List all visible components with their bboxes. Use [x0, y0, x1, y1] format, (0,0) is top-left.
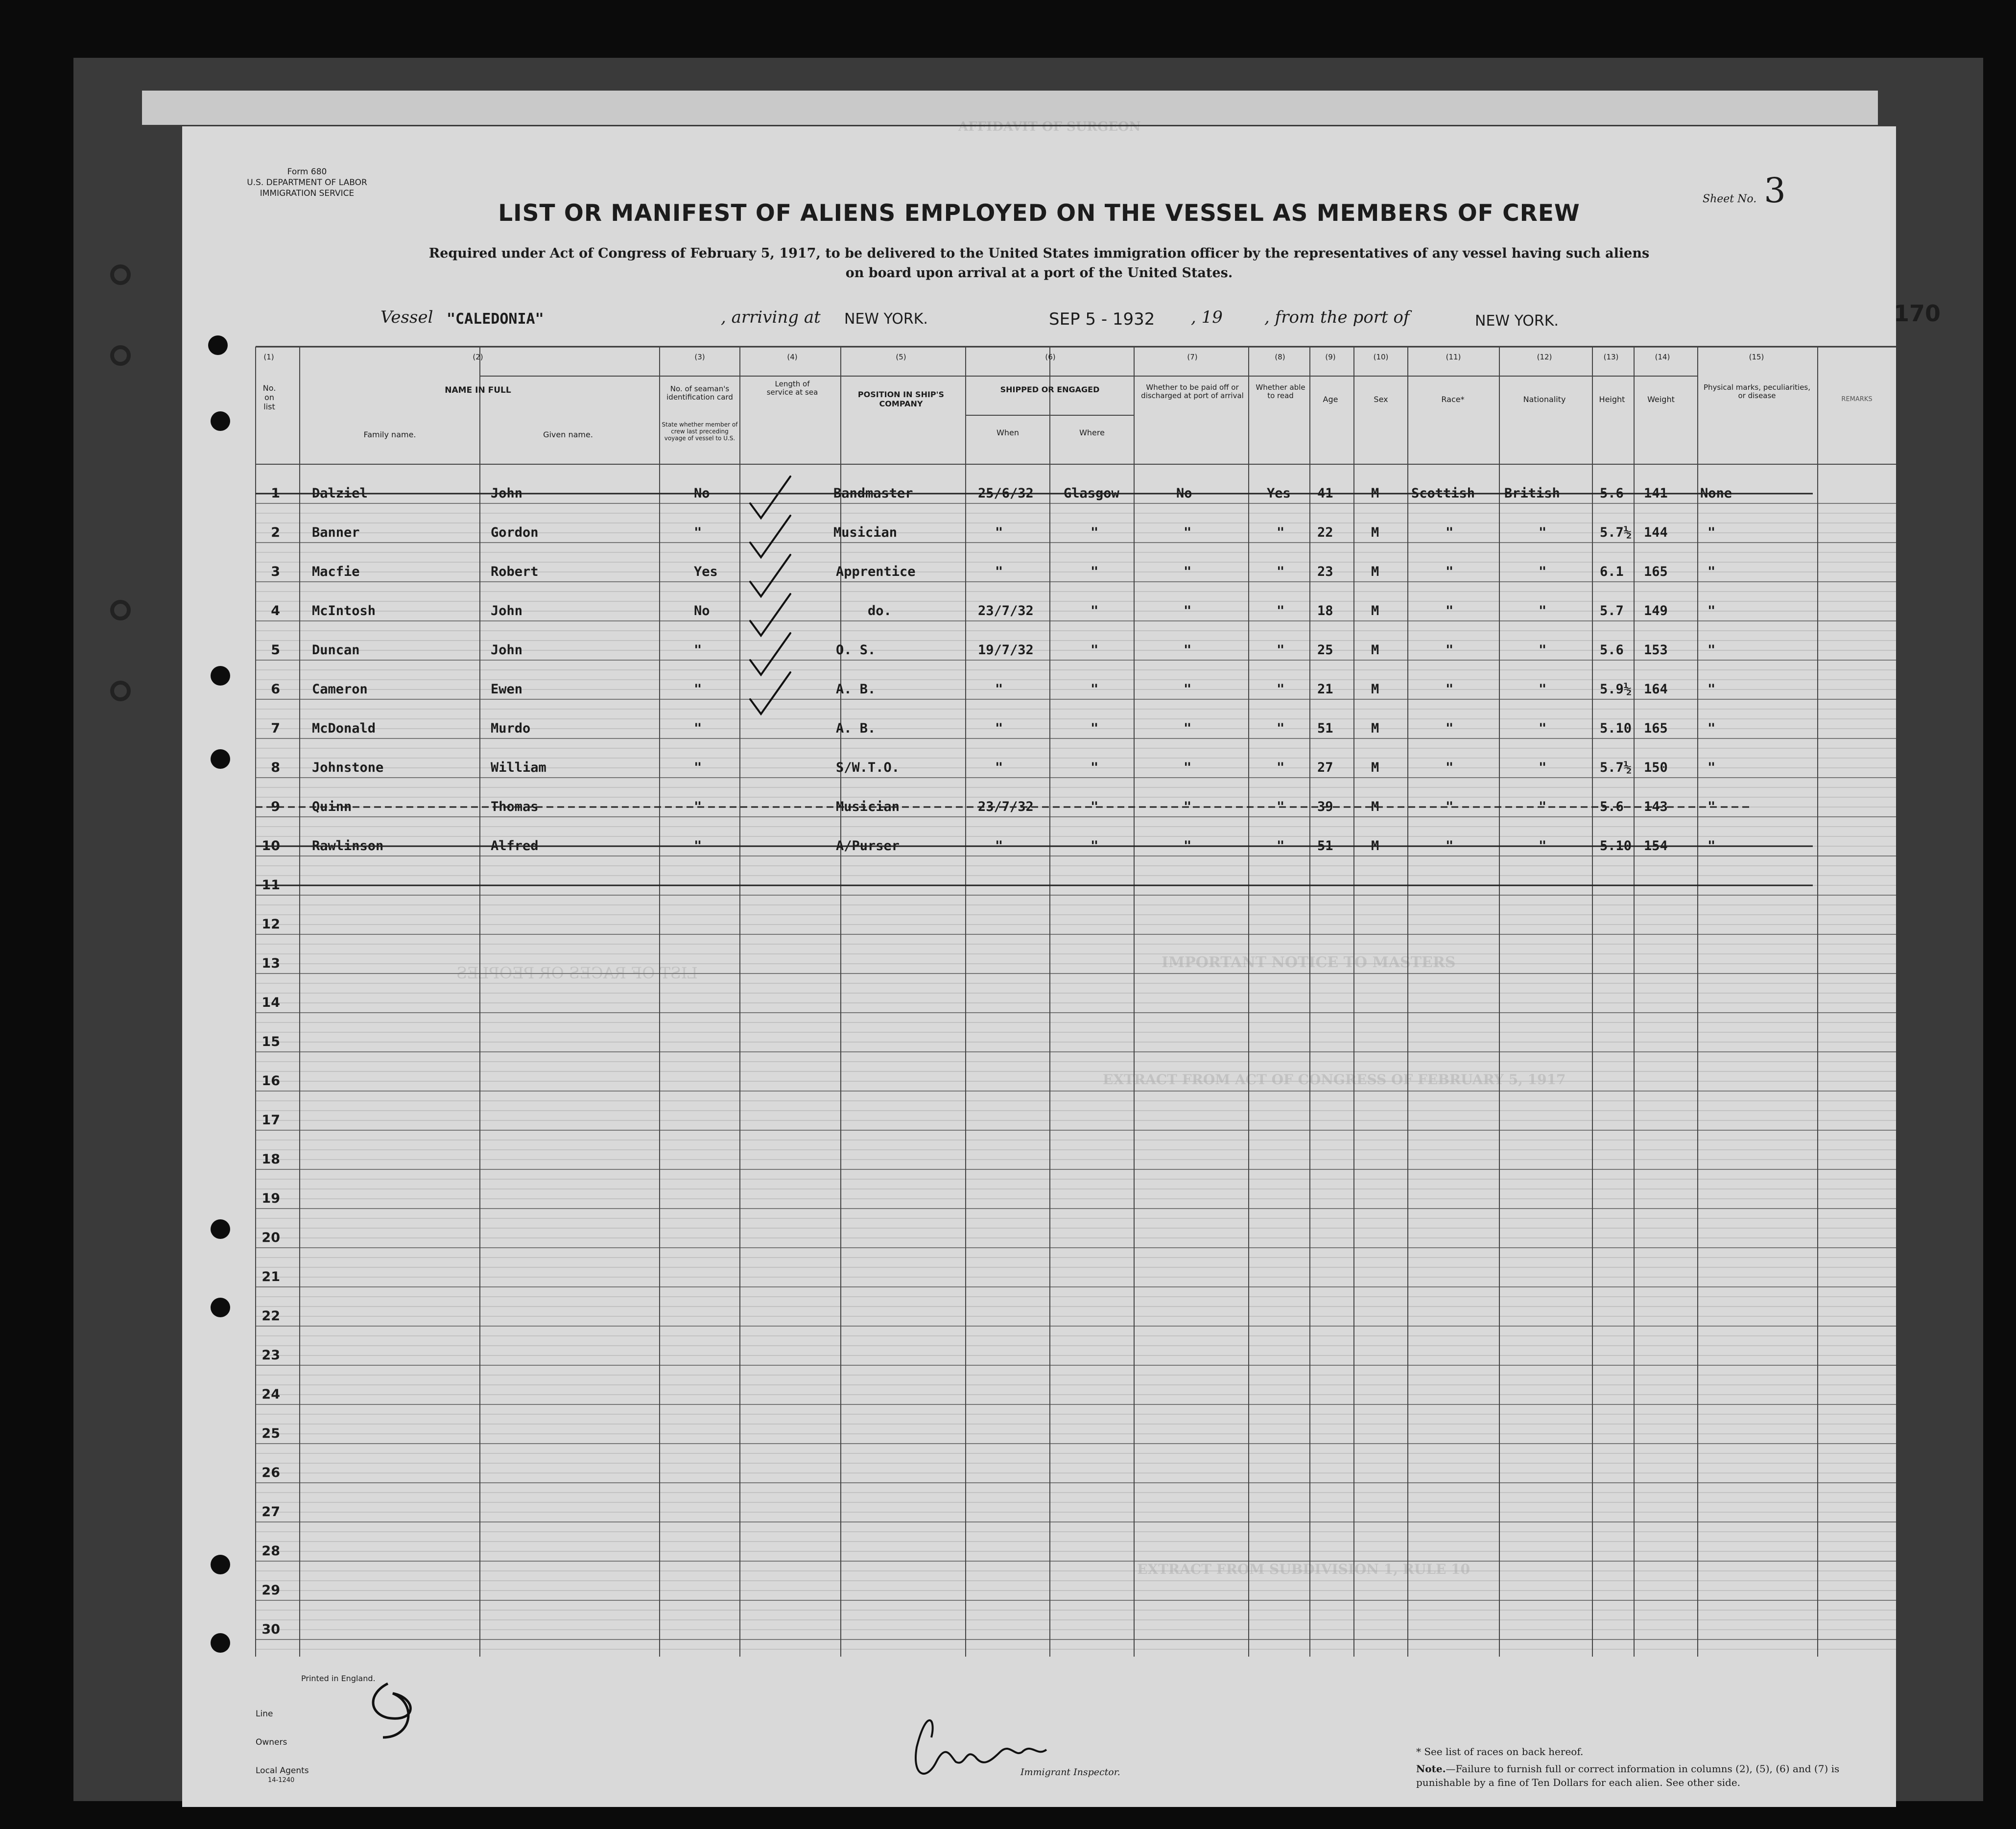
- position-cell: A. B.: [836, 682, 876, 697]
- punch-hole: [211, 1298, 230, 1317]
- races-footnote: * See list of races on back hereof.: [1416, 1746, 1584, 1758]
- sex-cell: M: [1371, 682, 1379, 697]
- column-number-9: (9): [1325, 353, 1336, 361]
- given-name-cell: Alfred: [491, 838, 539, 854]
- row-number: 27: [261, 1504, 280, 1520]
- weight-cell: 143: [1644, 799, 1668, 814]
- age-cell: 27: [1317, 760, 1333, 775]
- footer-line-label: Line: [256, 1709, 273, 1719]
- family-name-cell: Rawlinson: [312, 838, 384, 854]
- nationality-cell: ": [1539, 564, 1547, 579]
- seaman-id-cell: ": [694, 721, 702, 736]
- punch-hole: [110, 681, 131, 701]
- form-line-service: IMMIGRATION SERVICE: [260, 189, 355, 198]
- shipped-when-cell: ": [995, 721, 1003, 736]
- bleed-through-races: LIST OF RACES OR PEOPLES: [456, 964, 698, 982]
- family-name-cell: Johnstone: [312, 760, 384, 775]
- family-name-cell: Banner: [312, 525, 360, 540]
- header-height: Height: [1599, 395, 1625, 404]
- shipped-when-cell: ": [995, 525, 1003, 540]
- age-cell: 18: [1317, 603, 1333, 618]
- age-cell: 22: [1317, 525, 1333, 540]
- height-cell: 5.9½: [1600, 682, 1632, 697]
- header-weight: Weight: [1647, 395, 1675, 404]
- physical-marks-cell: ": [1708, 838, 1716, 854]
- shipped-where-cell: ": [1091, 838, 1099, 854]
- handwritten-initial-icon: [373, 1684, 410, 1737]
- weight-cell: 149: [1644, 603, 1668, 618]
- arrival-date-stamp: SEP 5 - 1932: [1049, 309, 1155, 329]
- vessel-label: Vessel: [380, 308, 433, 327]
- paid-off-cell: ": [1184, 799, 1192, 814]
- column-number-12: (12): [1537, 353, 1552, 361]
- family-name-cell: Macfie: [312, 564, 360, 579]
- shipped-where-cell: ": [1091, 642, 1099, 658]
- weight-cell: 150: [1644, 760, 1668, 775]
- column-number-1: (1): [263, 353, 274, 361]
- shipped-when-cell: 23/7/32: [978, 603, 1034, 618]
- family-name-cell: McIntosh: [312, 603, 376, 618]
- header-family-name: Family name.: [363, 430, 416, 439]
- nationality-cell: ": [1539, 760, 1547, 775]
- page-title: LIST OR MANIFEST OF ALIENS EMPLOYED ON THE VESSEL AS MEMBERS OF CREW: [498, 200, 1580, 227]
- penalty-note: [1416, 1762, 1896, 1789]
- row-number: 4: [271, 603, 280, 618]
- height-cell: 5.7½: [1600, 760, 1632, 775]
- able-to-read-cell: Yes: [1267, 486, 1291, 501]
- sex-cell: M: [1371, 799, 1379, 814]
- shipped-when-cell: ": [995, 682, 1003, 697]
- physical-marks-cell: ": [1708, 799, 1716, 814]
- header-where: Where: [1079, 428, 1105, 437]
- sex-cell: M: [1371, 721, 1379, 736]
- header-length-of-service: Length of service at sea: [766, 380, 818, 397]
- paid-off-cell: ": [1184, 642, 1192, 658]
- seaman-id-cell: ": [694, 838, 702, 854]
- bleed-through-extract2: EXTRACT FROM SUBDIVISION 1, RULE 10: [1137, 1561, 1470, 1577]
- penalty-note-text: —Failure to furnish full or correct information in columns (2), (5), (6) and (7) is punishable by a fine of Ten Dollars for each alien. See other side.: [1416, 1763, 1840, 1788]
- header-given-name: Given name.: [543, 430, 593, 439]
- age-cell: 41: [1317, 486, 1333, 501]
- row-number: 19: [261, 1191, 280, 1206]
- able-to-read-cell: ": [1277, 721, 1285, 736]
- nationality-cell: ": [1539, 799, 1547, 814]
- shipped-where-cell: ": [1091, 799, 1099, 814]
- position-cell: Apprentice: [836, 564, 916, 579]
- row-number: 1: [271, 486, 280, 501]
- shipped-where-cell: ": [1091, 721, 1099, 736]
- physical-marks-cell: ": [1708, 642, 1716, 658]
- shipped-where-cell: ": [1091, 760, 1099, 775]
- physical-marks-cell: None: [1700, 486, 1732, 501]
- paid-off-cell: ": [1184, 682, 1192, 697]
- sex-cell: M: [1371, 838, 1379, 854]
- footer-owners-label: Owners: [256, 1737, 287, 1747]
- header-race: Race*: [1441, 395, 1465, 404]
- punch-hole: [110, 600, 131, 620]
- weight-cell: 154: [1644, 838, 1668, 854]
- shipped-where-cell: ": [1091, 564, 1099, 579]
- column-number-8: (8): [1275, 353, 1285, 361]
- punch-hole: [211, 1219, 230, 1239]
- seaman-id-cell: ": [694, 682, 702, 697]
- header-sex: Sex: [1374, 395, 1388, 404]
- column-number-4: (4): [787, 353, 798, 361]
- seaman-id-cell: Yes: [694, 564, 718, 579]
- row-number: 29: [261, 1583, 280, 1598]
- column-number-5: (5): [896, 353, 906, 361]
- weight-cell: 153: [1644, 642, 1668, 658]
- nationality-cell: ": [1539, 682, 1547, 697]
- physical-marks-cell: ": [1708, 564, 1716, 579]
- sheet-number-label: Sheet No.: [1703, 193, 1757, 205]
- header-seaman-id-note: State whether member of crew last preceding voyage of vessel to U.S.: [662, 421, 738, 442]
- row-number: 20: [261, 1230, 280, 1245]
- able-to-read-cell: ": [1277, 799, 1285, 814]
- nationality-cell: British: [1504, 486, 1560, 501]
- seaman-id-cell: ": [694, 760, 702, 775]
- row-number: 9: [271, 799, 280, 814]
- height-cell: 6.1: [1600, 564, 1624, 579]
- given-name-cell: Thomas: [491, 799, 539, 814]
- manifest-sheet: [182, 119, 1941, 1807]
- shipped-when-cell: ": [995, 760, 1003, 775]
- subtitle-line-1: Required under Act of Congress of February 5, 1917, to be delivered to the United States immigration officer by the representatives of any vessel having such aliens: [428, 246, 1650, 261]
- age-cell: 51: [1317, 721, 1333, 736]
- able-to-read-cell: ": [1277, 603, 1285, 618]
- column-number-7: (7): [1187, 353, 1198, 361]
- row-number: 7: [271, 721, 280, 736]
- penalty-note-label: Note.: [1416, 1763, 1446, 1775]
- shipped-when-cell: 19/7/32: [978, 642, 1034, 658]
- column-number-11: (11): [1446, 353, 1461, 361]
- header-physical-marks: Physical marks, peculiarities, or disease: [1703, 383, 1811, 400]
- race-cell: ": [1446, 721, 1454, 736]
- physical-marks-cell: ": [1708, 525, 1716, 540]
- race-cell: ": [1446, 603, 1454, 618]
- row-number: 18: [261, 1152, 280, 1167]
- nationality-cell: ": [1539, 525, 1547, 540]
- row-number: 28: [261, 1544, 280, 1559]
- punch-hole: [211, 666, 230, 686]
- nationality-cell: ": [1539, 838, 1547, 854]
- paid-off-cell: No: [1176, 486, 1192, 501]
- shipped-when-cell: ": [995, 838, 1003, 854]
- paid-off-cell: ": [1184, 525, 1192, 540]
- family-name-cell: Dalziel: [312, 486, 368, 501]
- race-cell: ": [1446, 799, 1454, 814]
- shipped-where-cell: Glasgow: [1064, 486, 1119, 501]
- bleed-through-notice: IMPORTANT NOTICE TO MASTERS: [1162, 954, 1456, 971]
- row-number: 26: [261, 1465, 280, 1480]
- arriving-label: , arriving at: [721, 308, 821, 327]
- paid-off-cell: ": [1184, 603, 1192, 618]
- shipped-where-cell: ": [1091, 682, 1099, 697]
- header-no-on-list: No. on list: [262, 383, 276, 411]
- punch-hole: [110, 264, 131, 285]
- row-number: 24: [261, 1387, 280, 1402]
- given-name-cell: John: [491, 642, 523, 658]
- physical-marks-cell: ": [1708, 760, 1716, 775]
- row-number: 14: [261, 995, 280, 1010]
- weight-cell: 165: [1644, 564, 1668, 579]
- subtitle-line-2: on board upon arrival at a port of the United States.: [845, 265, 1233, 281]
- row-number: 10: [261, 838, 280, 854]
- column-number-2: (2): [473, 353, 483, 361]
- column-number-10: (10): [1373, 353, 1389, 361]
- vessel-name: "CALEDONIA": [447, 310, 544, 328]
- position-cell: A. B.: [836, 721, 876, 736]
- sex-cell: M: [1371, 642, 1379, 658]
- checkmark-icon: [750, 476, 790, 714]
- immigrant-inspector-label: Immigrant Inspector.: [1020, 1767, 1120, 1778]
- bleed-through-top: AFFIDAVIT OF SURGEON: [958, 119, 1141, 134]
- position-cell: S/W.T.O.: [836, 760, 900, 775]
- height-cell: 5.6: [1600, 642, 1624, 658]
- physical-marks-cell: ": [1708, 682, 1716, 697]
- document-number: 170: [1894, 300, 1941, 327]
- physical-marks-cell: ": [1708, 603, 1716, 618]
- header-position: POSITION IN SHIP'S COMPANY: [857, 390, 945, 408]
- weight-cell: 141: [1644, 486, 1668, 501]
- family-name-cell: Duncan: [312, 642, 360, 658]
- age-cell: 23: [1317, 564, 1333, 579]
- row-number: 23: [261, 1348, 280, 1363]
- paid-off-cell: ": [1184, 760, 1192, 775]
- race-cell: ": [1446, 760, 1454, 775]
- nationality-cell: ": [1539, 642, 1547, 658]
- strike-through-lines: [256, 494, 1813, 885]
- height-cell: 5.6: [1600, 799, 1624, 814]
- header-paid-off: Whether to be paid off or discharged at port of arrival: [1141, 383, 1244, 400]
- sex-cell: M: [1371, 760, 1379, 775]
- bleed-through-extract1: EXTRACT FROM ACT OF CONGRESS OF FEBRUARY 5, 1917: [1103, 1071, 1566, 1088]
- row-number: 17: [261, 1113, 280, 1128]
- inspector-signature-icon: [916, 1720, 1046, 1774]
- height-cell: 5.7½: [1600, 525, 1632, 540]
- paid-off-cell: ": [1184, 721, 1192, 736]
- row-number: 3: [271, 564, 280, 579]
- row-number: 6: [271, 682, 280, 697]
- punch-hole: [211, 1555, 230, 1574]
- family-name-cell: Quinn: [312, 799, 352, 814]
- weight-cell: 164: [1644, 682, 1668, 697]
- sex-cell: M: [1371, 486, 1379, 501]
- weight-cell: 144: [1644, 525, 1668, 540]
- physical-marks-cell: ": [1708, 721, 1716, 736]
- header-when: When: [996, 428, 1019, 437]
- seaman-id-cell: ": [694, 642, 702, 658]
- given-name-cell: William: [491, 760, 546, 775]
- punch-hole: [211, 749, 230, 769]
- column-number-6: (6): [1045, 353, 1056, 361]
- row-number: 12: [261, 917, 280, 932]
- punch-hole: [211, 411, 230, 431]
- sex-cell: M: [1371, 564, 1379, 579]
- punch-hole: [110, 345, 131, 366]
- able-to-read-cell: ": [1277, 642, 1285, 658]
- given-name-cell: John: [491, 486, 523, 501]
- row-number: 8: [271, 760, 280, 775]
- header-name-in-full: NAME IN FULL: [445, 385, 511, 395]
- position-cell: A/Purser: [836, 838, 900, 854]
- sex-cell: M: [1371, 525, 1379, 540]
- seaman-id-cell: No: [694, 603, 710, 618]
- race-cell: Scottish: [1411, 486, 1475, 501]
- position-cell: do.: [868, 603, 892, 618]
- row-number: 5: [271, 642, 280, 658]
- header-able-to-read: Whether able to read: [1256, 383, 1305, 400]
- column-number-14: (14): [1655, 353, 1670, 361]
- family-name-cell: McDonald: [312, 721, 376, 736]
- given-name-cell: Robert: [491, 564, 539, 579]
- row-number: 2: [271, 525, 280, 540]
- row-number: 11: [261, 878, 280, 893]
- header-remarks: REMARKS: [1841, 396, 1873, 403]
- seaman-id-cell: ": [694, 799, 702, 814]
- age-cell: 21: [1317, 682, 1333, 697]
- punch-hole: [211, 1633, 230, 1653]
- shipped-where-cell: ": [1091, 525, 1099, 540]
- age-cell: 39: [1317, 799, 1333, 814]
- paid-off-cell: ": [1184, 564, 1192, 579]
- column-number-15: (15): [1749, 353, 1764, 361]
- row-number: 15: [261, 1034, 280, 1049]
- shipped-when-cell: 23/7/32: [978, 799, 1034, 814]
- column-number-13: (13): [1603, 353, 1619, 361]
- position-cell: Bandmaster: [833, 486, 913, 501]
- shipped-where-cell: ": [1091, 603, 1099, 618]
- form-line-number: Form 680: [287, 167, 327, 177]
- header-shipped-or-engaged: SHIPPED OR ENGAGED: [1000, 385, 1100, 394]
- handwritten-marks: [182, 126, 1896, 1807]
- weight-cell: 165: [1644, 721, 1668, 736]
- row-number: 13: [261, 956, 280, 971]
- nationality-cell: ": [1539, 603, 1547, 618]
- from-port-label: , from the port of: [1264, 308, 1410, 327]
- header-age: Age: [1323, 395, 1338, 404]
- row-number: 16: [261, 1073, 280, 1089]
- printed-in-england: Printed in England.: [301, 1674, 376, 1683]
- seaman-id-cell: No: [694, 486, 710, 501]
- race-cell: ": [1446, 525, 1454, 540]
- race-cell: ": [1446, 564, 1454, 579]
- header-seaman-id: No. of seaman's identification card: [666, 384, 733, 402]
- paid-off-cell: ": [1184, 838, 1192, 854]
- arriving-port: NEW YORK.: [844, 310, 928, 328]
- able-to-read-cell: ": [1277, 525, 1285, 540]
- given-name-cell: John: [491, 603, 523, 618]
- position-cell: Musician: [836, 799, 900, 814]
- column-number-3: (3): [694, 353, 705, 361]
- height-cell: 5.10: [1600, 721, 1632, 736]
- able-to-read-cell: ": [1277, 760, 1285, 775]
- position-cell: Musician: [833, 525, 898, 540]
- shipped-when-cell: ": [995, 564, 1003, 579]
- row-number: 21: [261, 1269, 280, 1284]
- able-to-read-cell: ": [1277, 838, 1285, 854]
- given-name-cell: Murdo: [491, 721, 531, 736]
- height-cell: 5.10: [1600, 838, 1632, 854]
- row-number: 25: [261, 1426, 280, 1441]
- height-cell: 5.7: [1600, 603, 1624, 618]
- position-cell: O. S.: [836, 642, 876, 658]
- family-name-cell: Cameron: [312, 682, 368, 697]
- row-number: 30: [261, 1622, 280, 1637]
- header-nationality: Nationality: [1523, 395, 1566, 404]
- race-cell: ": [1446, 682, 1454, 697]
- given-name-cell: Ewen: [491, 682, 523, 697]
- able-to-read-cell: ": [1277, 682, 1285, 697]
- nationality-cell: ": [1539, 721, 1547, 736]
- seaman-id-cell: ": [694, 525, 702, 540]
- sex-cell: M: [1371, 603, 1379, 618]
- footer-form-code: 14-1240: [268, 1777, 295, 1784]
- height-cell: 5.6: [1600, 486, 1624, 501]
- age-cell: 25: [1317, 642, 1333, 658]
- able-to-read-cell: ": [1277, 564, 1285, 579]
- punch-hole: [208, 335, 228, 355]
- race-cell: ": [1446, 838, 1454, 854]
- age-cell: 51: [1317, 838, 1333, 854]
- given-name-cell: Gordon: [491, 525, 539, 540]
- footer-local-agents-label: Local Agents: [256, 1766, 309, 1776]
- race-cell: ": [1446, 642, 1454, 658]
- row-number: 22: [261, 1308, 280, 1324]
- shipped-when-cell: 25/6/32: [978, 486, 1034, 501]
- from-port: NEW YORK.: [1475, 312, 1559, 330]
- year-label: , 19: [1191, 308, 1223, 327]
- sheet-number-value: 3: [1764, 170, 1786, 211]
- form-line-department: U.S. DEPARTMENT OF LABOR: [247, 178, 367, 188]
